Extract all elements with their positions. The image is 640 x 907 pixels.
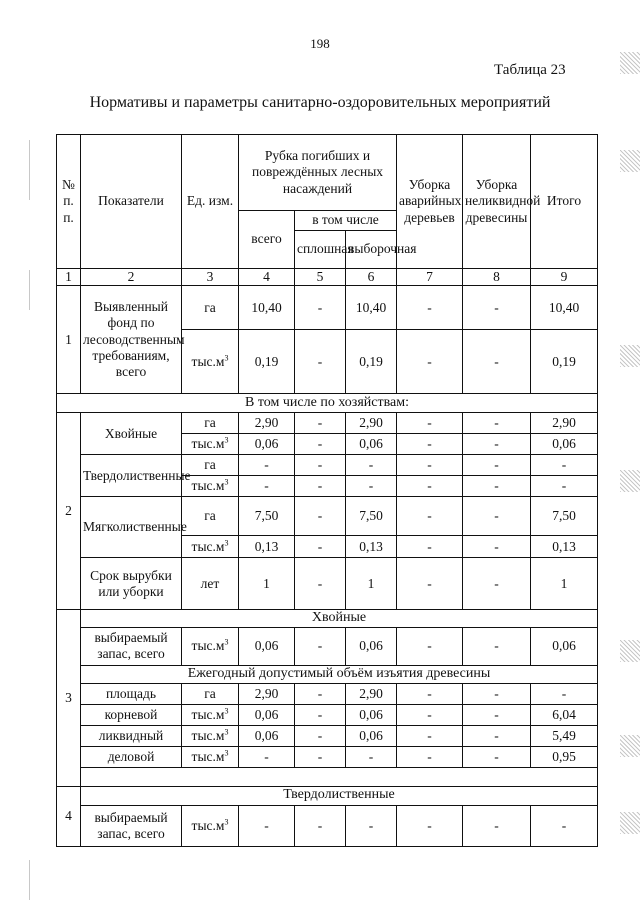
value-cell: 2,90 — [346, 413, 397, 434]
sanitary-measures-table — [56, 134, 598, 847]
scan-margin-line — [29, 270, 30, 310]
value-cell: 0,06 — [531, 627, 598, 665]
spacer-row — [57, 767, 598, 786]
col-number: 7 — [397, 269, 463, 286]
value-cell: - — [346, 455, 397, 476]
value-cell: 0,06 — [239, 725, 295, 746]
value-cell: - — [295, 805, 346, 846]
value-cell: 0,13 — [239, 536, 295, 558]
value-cell: - — [463, 476, 531, 497]
scan-speck — [620, 150, 640, 172]
value-cell: - — [463, 805, 531, 846]
value-cell: 10,40 — [239, 286, 295, 330]
value-cell: 7,50 — [239, 497, 295, 536]
row-num: 1 — [57, 286, 81, 394]
header-clear: сплошная — [295, 231, 346, 269]
unit-cell: лет — [182, 558, 239, 610]
value-cell: 5,49 — [531, 725, 598, 746]
scan-margin-line — [29, 140, 30, 200]
value-cell: - — [397, 704, 463, 725]
value-cell: - — [397, 683, 463, 704]
col-number: 3 — [182, 269, 239, 286]
header-emergency: Уборка аварийных деревьев — [397, 135, 463, 269]
table-label: Таблица 23 — [494, 62, 566, 78]
value-cell: 1 — [346, 558, 397, 610]
section-row — [57, 665, 598, 683]
value-cell: - — [463, 627, 531, 665]
value-cell: - — [295, 536, 346, 558]
value-cell: - — [295, 746, 346, 767]
table-body — [57, 286, 598, 847]
value-cell: 0,13 — [531, 536, 598, 558]
row-num: 4 — [57, 786, 81, 846]
row-label: площадь — [81, 683, 182, 704]
value-cell: - — [346, 805, 397, 846]
row-label: Мягколиственные — [81, 497, 182, 558]
table-row — [57, 683, 598, 704]
col-number: 8 — [463, 269, 531, 286]
scan-speck — [620, 345, 640, 367]
row-label: ликвидный — [81, 725, 182, 746]
unit-cell: $тыс.м^3$ — [182, 805, 239, 846]
table-row — [57, 558, 598, 610]
value-cell: - — [463, 434, 531, 455]
value-cell: - — [346, 476, 397, 497]
col-number: 5 — [295, 269, 346, 286]
value-cell: - — [295, 725, 346, 746]
scan-margin-line — [29, 860, 30, 900]
header-indicators: Показатели — [81, 135, 182, 269]
value-cell: - — [397, 286, 463, 330]
value-cell: 0,06 — [239, 434, 295, 455]
value-cell: 0,06 — [346, 627, 397, 665]
unit-cell: $тыс.м^3$ — [182, 725, 239, 746]
row-label: Хвойные — [81, 413, 182, 455]
section-heading: Хвойные — [81, 610, 598, 628]
scan-speck — [620, 52, 640, 74]
unit-cell: га — [182, 497, 239, 536]
value-cell: 10,40 — [531, 286, 598, 330]
row-num: 2 — [57, 413, 81, 610]
value-cell: 0,06 — [239, 704, 295, 725]
value-cell: - — [397, 536, 463, 558]
value-cell: - — [463, 286, 531, 330]
unit-cell: $тыс.м^3$ — [182, 536, 239, 558]
unit-cell: га — [182, 683, 239, 704]
table-row — [57, 286, 598, 330]
header-illiquid: Уборка неликвидной древесины — [463, 135, 531, 269]
scan-speck — [620, 735, 640, 757]
section-heading: Твердолиственные — [81, 786, 598, 805]
value-cell: - — [463, 413, 531, 434]
col-number: 1 — [57, 269, 81, 286]
value-cell: - — [239, 746, 295, 767]
value-cell: 2,90 — [239, 413, 295, 434]
row-label: Срок вырубки или уборки — [81, 558, 182, 610]
row-label: Выявленный фонд по лесоводственным требованиям, всего — [81, 286, 182, 394]
header-num: № п. п. — [57, 135, 81, 269]
value-cell: - — [463, 536, 531, 558]
header-total-all: всего — [239, 211, 295, 269]
value-cell: - — [463, 558, 531, 610]
table-row — [57, 805, 598, 846]
value-cell: - — [295, 704, 346, 725]
value-cell: 2,90 — [531, 413, 598, 434]
value-cell: - — [239, 455, 295, 476]
value-cell: - — [295, 413, 346, 434]
header-total: Итого — [531, 135, 598, 269]
value-cell: 0,06 — [531, 434, 598, 455]
table-row — [57, 497, 598, 536]
value-cell: 0,06 — [346, 725, 397, 746]
value-cell: - — [397, 497, 463, 536]
value-cell: 1 — [531, 558, 598, 610]
value-cell: 0,19 — [239, 330, 295, 394]
unit-cell: $тыс.м^3$ — [182, 434, 239, 455]
value-cell: - — [397, 746, 463, 767]
value-cell: - — [295, 683, 346, 704]
value-cell: - — [239, 476, 295, 497]
value-cell: - — [346, 746, 397, 767]
value-cell: 0,19 — [531, 330, 598, 394]
value-cell: 0,95 — [531, 746, 598, 767]
col-number: 9 — [531, 269, 598, 286]
section-heading: В том числе по хозяйствам: — [57, 394, 598, 413]
value-cell: 10,40 — [346, 286, 397, 330]
unit-cell: $тыс.м^3$ — [182, 330, 239, 394]
value-cell: - — [295, 627, 346, 665]
scan-speck — [620, 470, 640, 492]
value-cell: 6,04 — [531, 704, 598, 725]
value-cell: - — [295, 434, 346, 455]
row-label: выбираемый запас, всего — [81, 805, 182, 846]
value-cell: - — [463, 704, 531, 725]
table-row — [57, 455, 598, 476]
header-including: в том числе — [295, 211, 397, 231]
value-cell: - — [531, 805, 598, 846]
header-unit: Ед. изм. — [182, 135, 239, 269]
value-cell: 0,19 — [346, 330, 397, 394]
table-row — [57, 725, 598, 746]
value-cell: - — [295, 330, 346, 394]
section-row — [57, 786, 598, 805]
value-cell: - — [397, 558, 463, 610]
section-row — [57, 394, 598, 413]
value-cell: - — [463, 683, 531, 704]
header-selective: выборочная — [346, 231, 397, 269]
section-heading: Ежегодный допустимый объём изъятия древесины — [81, 665, 598, 683]
value-cell: - — [239, 805, 295, 846]
value-cell: 0,13 — [346, 536, 397, 558]
value-cell: - — [295, 558, 346, 610]
value-cell: - — [463, 330, 531, 394]
value-cell: - — [531, 455, 598, 476]
value-cell: - — [397, 455, 463, 476]
table-row — [57, 746, 598, 767]
row-label: деловой — [81, 746, 182, 767]
value-cell: - — [295, 497, 346, 536]
empty-row — [81, 767, 598, 786]
value-cell: - — [397, 805, 463, 846]
scan-speck — [620, 812, 640, 834]
col-number: 2 — [81, 269, 182, 286]
header-felling: Рубка погибших и повреждённых лесных насаждений — [239, 135, 397, 211]
value-cell: - — [531, 476, 598, 497]
unit-cell: $тыс.м^3$ — [182, 627, 239, 665]
col-number: 4 — [239, 269, 295, 286]
value-cell: - — [295, 455, 346, 476]
value-cell: - — [397, 434, 463, 455]
row-num: 3 — [57, 610, 81, 787]
unit-cell: га — [182, 286, 239, 330]
value-cell: 7,50 — [531, 497, 598, 536]
col-number: 6 — [346, 269, 397, 286]
value-cell: 0,06 — [346, 434, 397, 455]
table-row — [57, 627, 598, 665]
value-cell: - — [531, 683, 598, 704]
value-cell: 2,90 — [239, 683, 295, 704]
table-header — [57, 135, 598, 286]
row-label: корневой — [81, 704, 182, 725]
table-row — [57, 704, 598, 725]
scan-speck — [620, 640, 640, 662]
unit-cell: га — [182, 455, 239, 476]
table-row — [57, 413, 598, 434]
unit-cell: $тыс.м^3$ — [182, 746, 239, 767]
value-cell: - — [397, 330, 463, 394]
value-cell: - — [463, 497, 531, 536]
value-cell: - — [463, 455, 531, 476]
value-cell: - — [463, 746, 531, 767]
unit-cell: $тыс.м^3$ — [182, 476, 239, 497]
row-label: Твердолиственные — [81, 455, 182, 497]
value-cell: - — [397, 413, 463, 434]
unit-cell: га — [182, 413, 239, 434]
value-cell: 2,90 — [346, 683, 397, 704]
value-cell: - — [397, 725, 463, 746]
value-cell: 0,06 — [239, 627, 295, 665]
page-number: 198 — [310, 36, 330, 51]
row-label: выбираемый запас, всего — [81, 627, 182, 665]
value-cell: - — [463, 725, 531, 746]
document-title: Нормативы и параметры санитарно-оздоровительных мероприятий — [89, 94, 551, 111]
section-row — [57, 610, 598, 628]
value-cell: - — [397, 476, 463, 497]
value-cell: 0,06 — [346, 704, 397, 725]
value-cell: 1 — [239, 558, 295, 610]
value-cell: 7,50 — [346, 497, 397, 536]
value-cell: - — [295, 476, 346, 497]
value-cell: - — [397, 627, 463, 665]
unit-cell: $тыс.м^3$ — [182, 704, 239, 725]
value-cell: - — [295, 286, 346, 330]
